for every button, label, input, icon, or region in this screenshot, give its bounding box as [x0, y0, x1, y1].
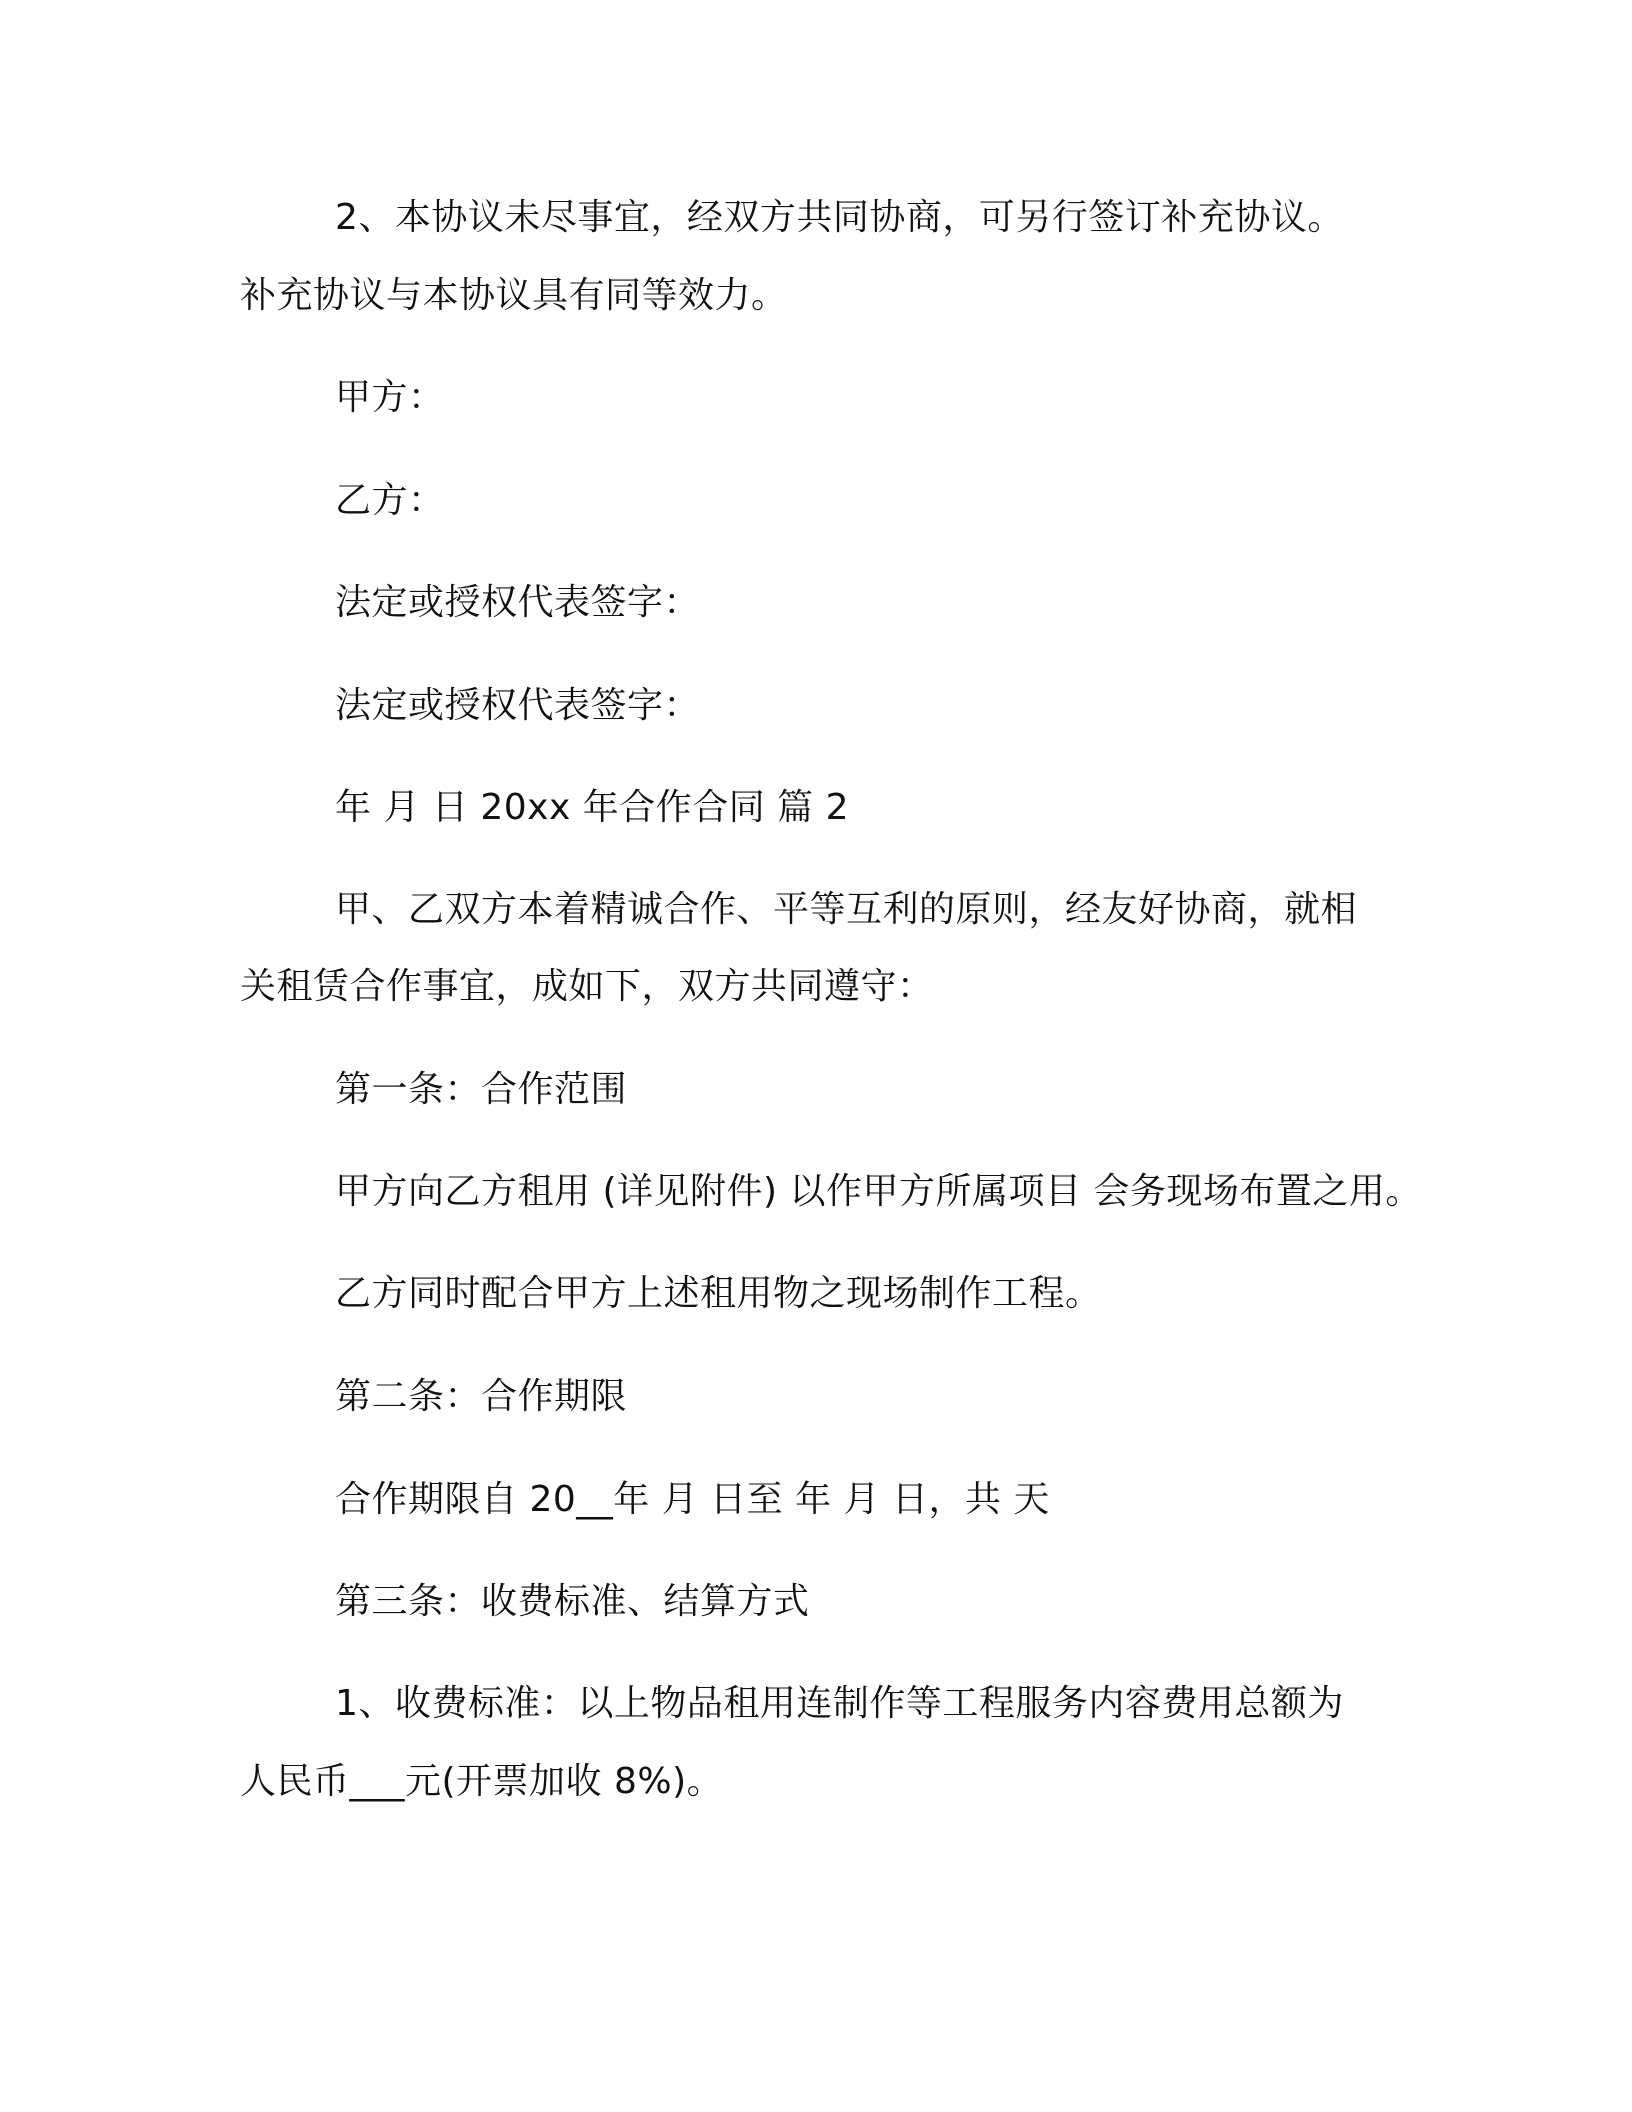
- signature-label-2: 法定或授权代表签字：: [335, 685, 701, 726]
- article-1-text: 甲方向乙方租用 (详见附件) 以作甲方所属项目 会务现场布置之用。: [335, 1171, 1422, 1212]
- article-3-text-line-1: 1、收费标准：以上物品租用连制作等工程服务内容费用总额为: [335, 1683, 1344, 1724]
- intro-line-2: 关租赁合作事宜，成如下，双方共同遵守：: [240, 966, 934, 1007]
- article-3-title: 第三条：收费标准、结算方式: [335, 1581, 810, 1622]
- article-1-title: 第一条：合作范围: [335, 1069, 628, 1110]
- article-1-text-2: 乙方同时配合甲方上述租用物之现场制作工程。: [335, 1273, 1102, 1314]
- signature-label-1: 法定或授权代表签字：: [335, 582, 701, 623]
- section-heading: 年 月 日 20xx 年合作合同 篇 2: [335, 787, 849, 828]
- party-a-label: 甲方：: [335, 377, 445, 418]
- article-2-text: 合作期限自 20__年 月 日至 年 月 日，共 天: [335, 1479, 1050, 1520]
- party-b-label: 乙方：: [335, 480, 445, 521]
- paragraph-1-line-1: 2、本协议未尽事宜，经双方共同协商，可另行签订补充协议。: [335, 197, 1344, 238]
- article-3-text-line-2: 人民币___元(开票加收 8%)。: [240, 1761, 724, 1802]
- paragraph-1-line-2: 补充协议与本协议具有同等效力。: [240, 275, 788, 316]
- intro-line-1: 甲、乙双方本着精诚合作、平等互利的原则，经友好协商，就相: [335, 889, 1358, 930]
- article-2-title: 第二条：合作期限: [335, 1376, 628, 1417]
